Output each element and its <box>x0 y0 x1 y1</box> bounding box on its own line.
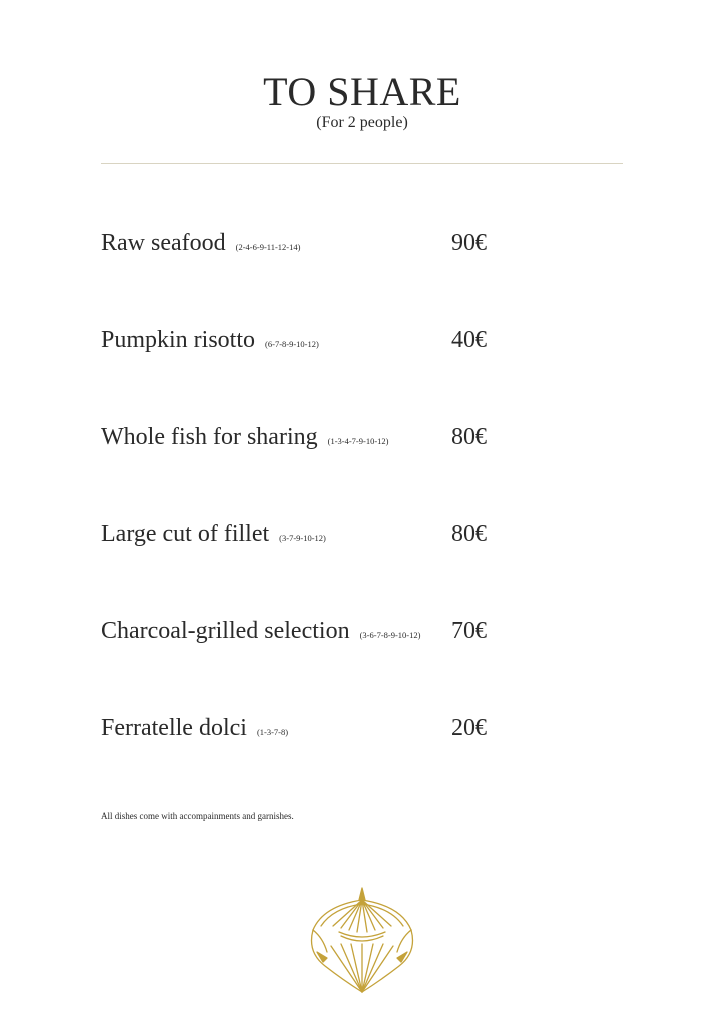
menu-item <box>101 713 521 747</box>
menu-item-name-row <box>101 519 326 550</box>
menu-item-name-row <box>101 422 389 453</box>
menu-item-allergens: (6-7-8-9-10-12) <box>265 339 319 350</box>
menu-item-name: Charcoal-grilled selection <box>101 618 350 644</box>
menu-item-price: 90€ <box>451 230 487 256</box>
menu-item-price: 70€ <box>451 618 487 644</box>
menu-item-name: Ferratelle dolci <box>101 715 247 741</box>
menu-item-price: 20€ <box>451 715 487 741</box>
menu-item <box>101 616 521 650</box>
page-title: TO SHARE <box>263 69 461 114</box>
menu-item-name-row <box>101 325 319 356</box>
scallop-shell-icon <box>303 886 421 996</box>
menu-item-allergens: (3-7-9-10-12) <box>279 533 326 544</box>
menu-item <box>101 228 521 262</box>
menu-item-allergens: (3-6-7-8-9-10-12) <box>359 630 421 641</box>
footer-note: All dishes come with accompainments and garnishes. <box>101 811 294 821</box>
menu-item-allergens: (1-3-7-8) <box>256 727 289 738</box>
menu-item-allergens: (2-4-6-9-11-12-14) <box>235 242 301 253</box>
menu-header <box>0 70 724 132</box>
menu-item-name-row <box>101 713 288 744</box>
menu-item-allergens: (1-3-4-7-9-10-12) <box>327 436 389 447</box>
menu-item <box>101 325 521 359</box>
header-divider <box>101 163 623 164</box>
menu-item-name: Large cut of fillet <box>101 521 270 547</box>
page-subtitle: (For 2 people) <box>316 114 408 131</box>
menu-item <box>101 422 521 456</box>
menu-item-name-row <box>101 616 420 647</box>
menu-item-price: 80€ <box>451 521 487 547</box>
menu-item-name: Pumpkin risotto <box>101 327 256 353</box>
menu-item-name: Whole fish for sharing <box>101 424 318 450</box>
menu-item-name-row <box>101 228 300 259</box>
menu-item-name: Raw seafood <box>101 230 226 256</box>
menu-item-price: 80€ <box>451 424 487 450</box>
menu-item <box>101 519 521 553</box>
menu-item-price: 40€ <box>451 327 487 353</box>
